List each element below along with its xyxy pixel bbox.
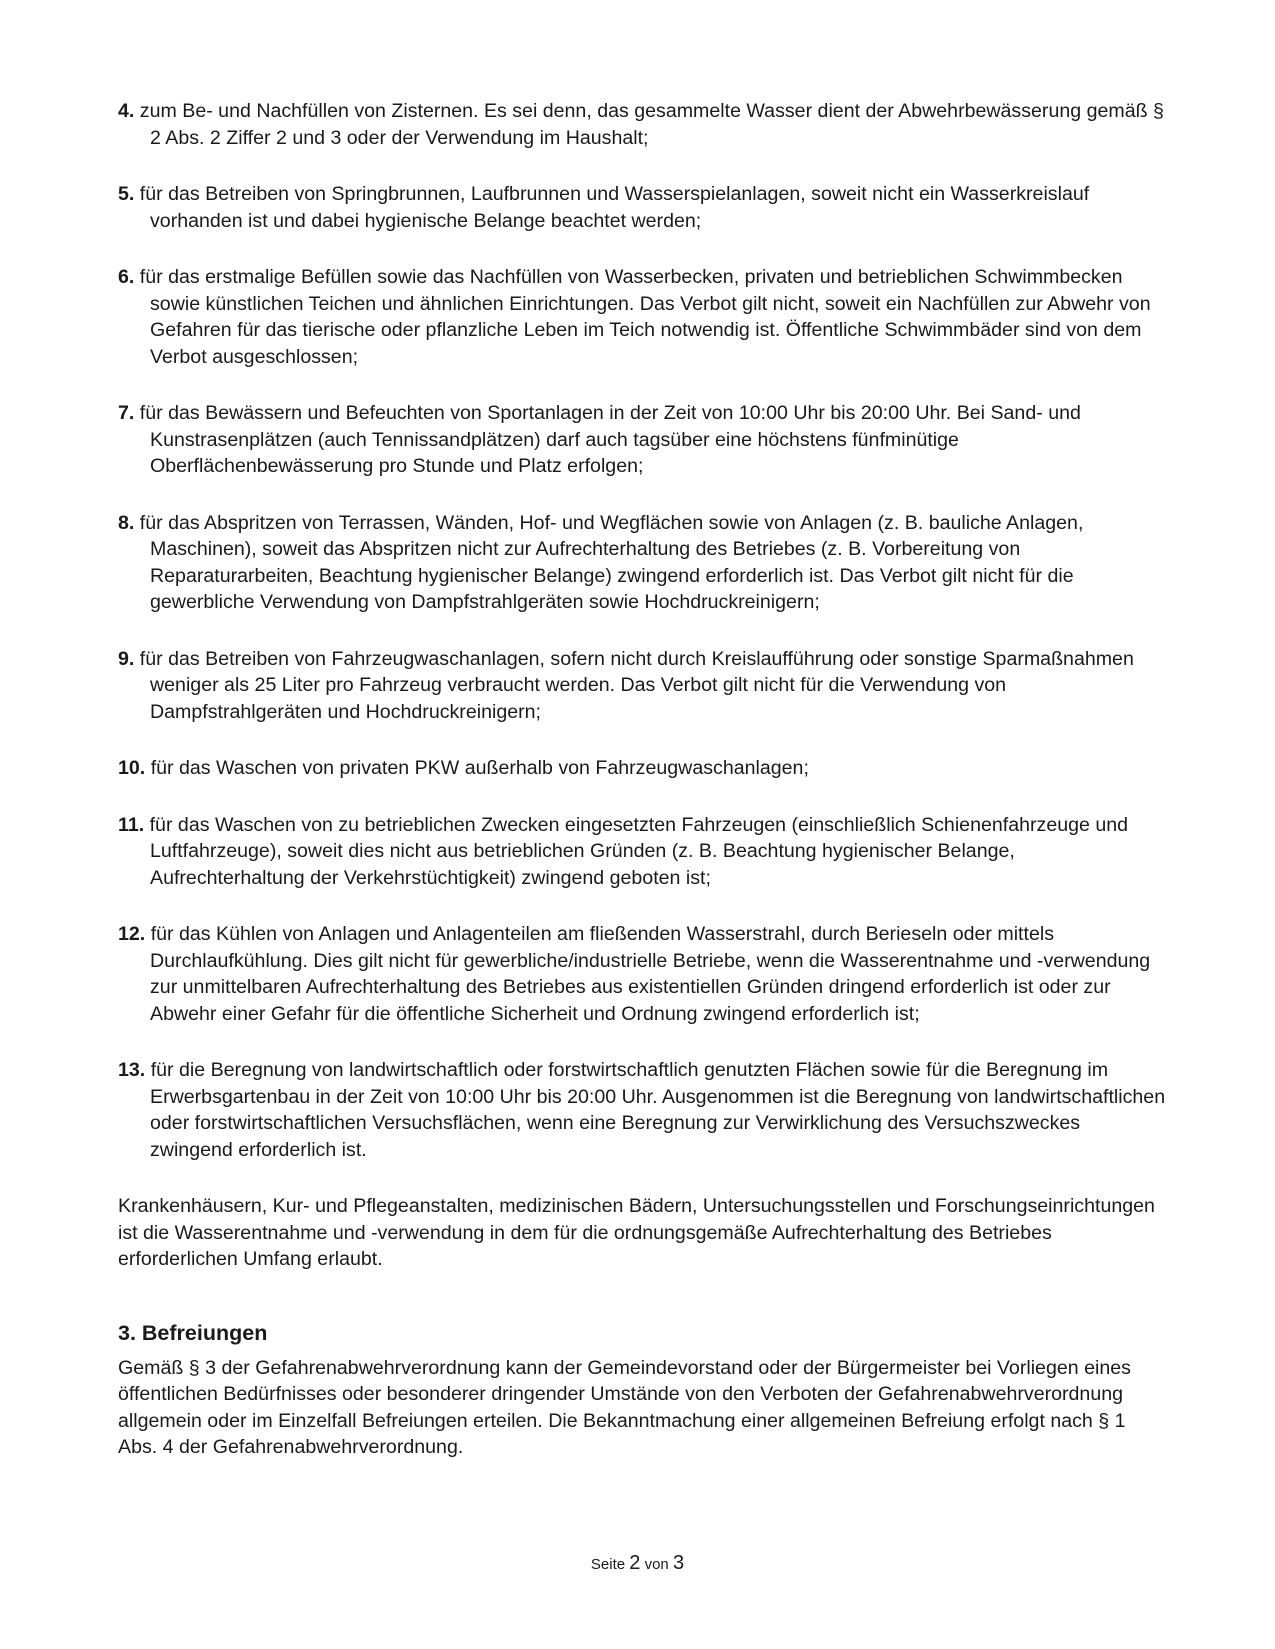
item-number: 6. xyxy=(118,266,135,288)
footer-total-pages: 3 xyxy=(672,1552,685,1574)
item-number: 8. xyxy=(118,511,135,534)
section-heading: 3. Befreiungen xyxy=(118,1320,268,1345)
item-text: für das Betreiben von Fahrzeugwaschanlagen, sofern nicht durch Kreislaufführung oder sonstige Sparmaßnahmen weniger als 25 Liter pro Fahrzeug verbraucht werden. Das Verbot gilt nicht für die Verwendung von Dampfstrahlgeräten und Hochdruckreinigern; xyxy=(134,647,1134,723)
list-item-6 xyxy=(118,264,1168,370)
item-number: 9. xyxy=(118,647,135,670)
item-text: für das erstmalige Befüllen sowie das Nachfüllen von Wasserbecken, privaten und betrieblichen Schwimmbecken sowie künstlichen Teichen und ähnlichen Einrichtungen. Das Verbot gilt nicht, soweit ein Nachfüllen zur Abwehr von Gefahren für das tierische oder pflanzliche Leben im Teich notwendig ist. Öffentliche Schwimmbäder sind von dem Verbot ausgeschlossen; xyxy=(134,266,1151,368)
item-text: für die Beregnung von landwirtschaftlich oder forstwirtschaftlich genutzten Flächen sowie für die Beregnung im Erwerbsgartenbau in der Zeit von 10:00 Uhr bis 20:00 Uhr. Ausgenommen ist die Beregnung von landwirtschaftlichen oder forstwirtschaftlichen Versuchsflächen, wenn eine Beregnung zur Verwirklichung des Versuchszweckes zwingend erforderlich ist. xyxy=(145,1059,1166,1161)
list-item-11 xyxy=(118,812,1168,892)
item-text: für das Abspritzen von Terrassen, Wänden, Hof- und Wegflächen sowie von Anlagen (z. B. bauliche Anlagen, Maschinen), soweit das Abspritzen nicht zur Aufrechterhaltung des Betriebes (z. B. Vorbereitung von Reparaturarbeiten, Beachtung hygienischer Belange) zwingend erforderlich ist. Das Verbot gilt nicht für die gewerbliche Verwendung von Dampfstrahlgeräten sowie Hochdruckreinigern; xyxy=(134,511,1084,613)
item-text: für das Bewässern und Befeuchten von Sportanlagen in der Zeit von 10:00 Uhr bis 20:00 Uhr. Bei Sand- und Kunstrasenplätzen (auch Tennissandplätzen) darf auch tagsüber eine höchstens fünfminütige Oberflächenbewässerung pro Stunde und Platz erfolgen; xyxy=(134,402,1081,477)
item-text: für das Waschen von zu betrieblichen Zwecken eingesetzten Fahrzeugen (einschließlich Schienenfahrzeuge und Luftfahrzeuge), soweit dies nicht aus betrieblichen Gründen (z. B. Beachtung hygienischer Belange, Aufrechterhaltung der Verkehrstüchtigkeit) zwingend geboten ist; xyxy=(144,813,1129,889)
list-item-5 xyxy=(118,181,1168,234)
list-item-12 xyxy=(118,921,1168,1027)
item-number: 13. xyxy=(118,1059,146,1081)
item-number: 10. xyxy=(118,757,146,779)
item-number: 7. xyxy=(118,402,135,424)
list-item-9 xyxy=(118,646,1168,726)
list-item-7 xyxy=(118,400,1168,480)
footer-page-number: 2 xyxy=(629,1552,641,1574)
list-item-8 xyxy=(118,510,1168,616)
item-text: zum Be- und Nachfüllen von Zisternen. Es sei denn, das gesammelte Wasser dient der Abwehrbewässerung gemäß § 2 Abs. 2 Ziffer 2 und 3 oder der Verwendung im Haushalt; xyxy=(134,100,1164,149)
list-item-10 xyxy=(118,755,1168,782)
exception-paragraph: Krankenhäusern, Kur- und Pflegeanstalten, medizinischen Bädern, Untersuchungsstellen und Forschungseinrichtungen ist die Wasserentnahme und -verwendung in dem für die ordnungsgemäße Aufrechterhaltung des Betriebes erforderlichen Umfang erlaubt. xyxy=(118,1195,1155,1270)
item-number: 12. xyxy=(118,923,146,945)
list-item-4 xyxy=(118,98,1168,151)
list-item-13 xyxy=(118,1057,1168,1163)
document-page xyxy=(118,98,1168,1461)
footer-prefix: Seite xyxy=(590,1556,626,1573)
footer-middle: von xyxy=(644,1556,669,1573)
page-footer xyxy=(0,1552,1275,1575)
item-text: für das Waschen von privaten PKW außerhalb von Fahrzeugwaschanlagen; xyxy=(145,757,809,779)
item-number: 4. xyxy=(118,100,135,122)
item-text: für das Kühlen von Anlagen und Anlagenteilen am fließenden Wasserstrahl, durch Berieseln oder mittels Durchlaufkühlung. Dies gilt nicht für gewerbliche/industrielle Betriebe, wenn die Wasserentnahme und -verwendung zur unmittelbaren Aufrechterhaltung des Betriebes aus existentiellen Gründen dringend erforderlich ist oder zur Abwehr einer Gefahr für die öffentliche Sicherheit und Ordnung zwingend erforderlich ist; xyxy=(145,923,1151,1025)
item-text: für das Betreiben von Springbrunnen, Laufbrunnen und Wasserspielanlagen, soweit nicht ein Wasserkreislauf vorhanden ist und dabei hygienische Belange beachtet werden; xyxy=(134,183,1090,232)
item-number: 11. xyxy=(118,813,145,836)
item-number: 5. xyxy=(118,183,135,205)
section-body: Gemäß § 3 der Gefahrenabwehrverordnung kann der Gemeindevorstand oder der Bürgermeister bei Vorliegen eines öffentlichen Bedürfnisses oder besonderer dringender Umstände von den Verboten der Gefahrenabwehrverordnung allgemein oder im Einzelfall Befreiungen erteilen. Die Bekanntmachung einer allgemeinen Befreiung erfolgt nach § 1 Abs. 4 der Gefahrenabwehrverordnung. xyxy=(118,1356,1131,1458)
